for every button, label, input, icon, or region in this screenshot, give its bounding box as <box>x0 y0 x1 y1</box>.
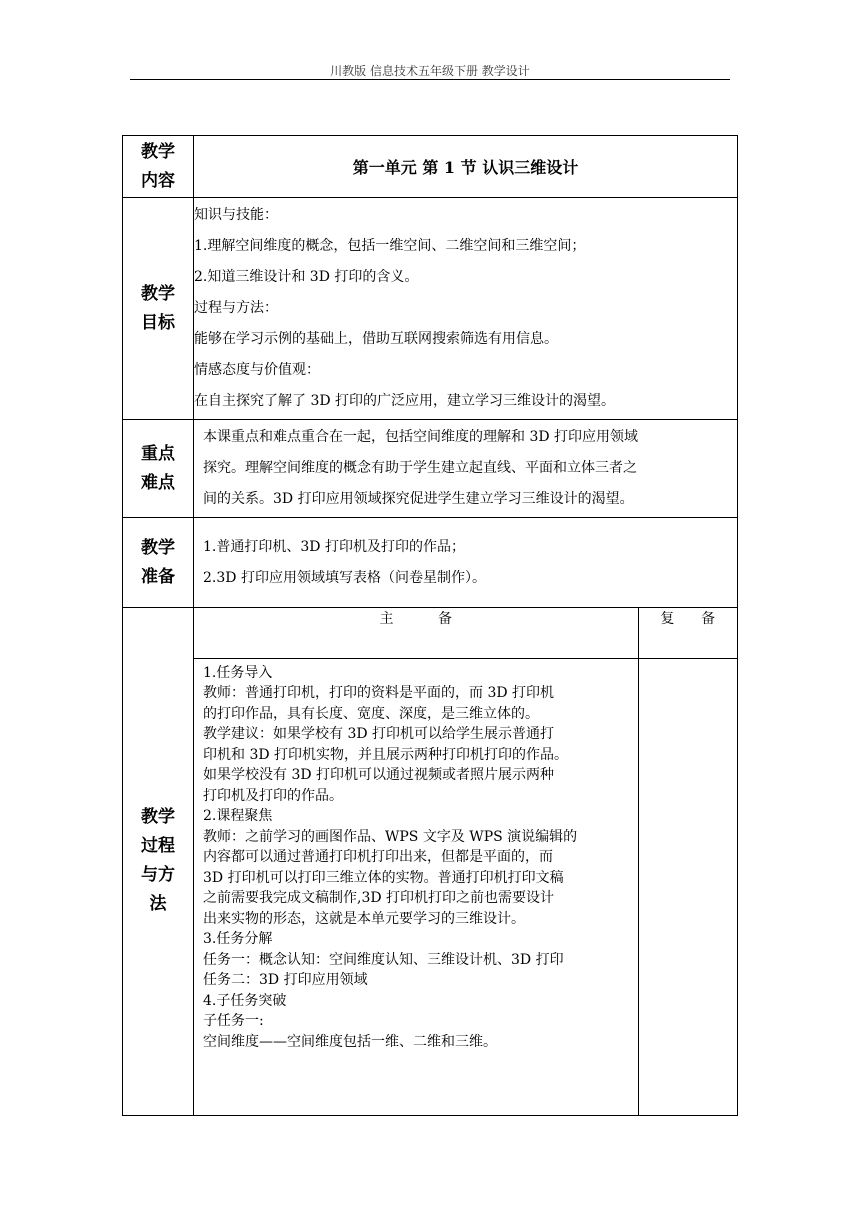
lesson-title: 第一单元 第 1 节 认识三维设计 <box>194 136 738 198</box>
process-line: 任务二：3D 打印应用领域 <box>203 972 368 988</box>
objectives-label-text: 教学 目标 <box>141 283 175 333</box>
process-line: 3.任务分解 <box>203 931 273 947</box>
key-points-label <box>123 420 194 518</box>
process-line: 教师：之前学习的画图作品、WPS 文字及 WPS 演说编辑的 <box>203 828 578 845</box>
process-line: 教师：普通打印机，打印的资料是平面的，而 3D 打印机 <box>203 685 555 701</box>
objective-line: 能够在学习示例的基础上，借助互联网搜索筛选有用信息。 <box>194 331 558 347</box>
preparation-line: 1.普通打印机、3D 打印机及打印的作品； <box>203 538 465 555</box>
process-line: 教学建议：如果学校有 3D 打印机可以给学生展示普通打 <box>203 726 555 742</box>
preparation-line: 2.3D 打印应用领域填写表格（问卷星制作）。 <box>203 569 486 586</box>
process-cell <box>194 608 738 1116</box>
process-line: 空间维度——空间维度包括一维、二维和三维。 <box>203 1033 497 1050</box>
process-line: 印机和 3D 打印机实物，并且展示两种打印机打印的作品。 <box>203 746 569 763</box>
objective-line: 1.理解空间维度的概念，包括一维空间、二维空间和三维空间； <box>194 238 586 254</box>
main-prep-content <box>194 658 638 1115</box>
review-prep-content <box>638 658 737 1115</box>
page-header: 川教版 信息技术五年级下册 教学设计 <box>330 64 530 78</box>
process-line: 1.任务导入 <box>203 664 273 681</box>
review-prep-header: 复 备 <box>638 608 737 658</box>
process-line: 4.子任务突破 <box>203 992 287 1009</box>
objectives-label <box>123 198 194 420</box>
process-line: 打印机及打印的作品。 <box>203 787 343 804</box>
content-label-text: 教学 内容 <box>141 141 175 191</box>
preparation-label-text: 教学 准备 <box>141 537 175 587</box>
key-points-content <box>194 420 738 518</box>
process-line: 如果学校没有 3D 打印机可以通过视频或者照片展示两种 <box>203 767 555 783</box>
objectives-content <box>194 198 738 420</box>
process-label <box>123 608 194 1116</box>
process-line: 任务一：概念认知：空间维度认知、三维设计机、3D 打印 <box>203 951 564 968</box>
objective-line: 知识与技能： <box>194 207 278 223</box>
process-line: 子任务一: <box>203 1013 264 1029</box>
objective-line: 情感态度与价值观： <box>194 362 320 378</box>
lesson-plan-table <box>122 135 738 1116</box>
key-point-line: 探究。理解空间维度的概念有助于学生建立起直线、平面和立体三者之 <box>203 460 637 476</box>
key-points-label-text: 重点 难点 <box>141 443 175 493</box>
preparation-content <box>194 518 738 608</box>
process-label-text: 教学 过程 与方 法 <box>141 807 175 915</box>
preparation-label <box>123 518 194 608</box>
content-label <box>123 136 194 198</box>
key-point-line: 间的关系。3D 打印应用领域探究促进学生建立学习三维设计的渴望。 <box>203 491 634 507</box>
header-divider <box>130 79 730 80</box>
main-prep-header: 主 备 <box>194 608 638 658</box>
objective-line: 在自主探究了解了 3D 打印的广泛应用，建立学习三维设计的渴望。 <box>194 393 616 409</box>
process-inner-table <box>194 608 737 1115</box>
key-point-line: 本课重点和难点重合在一起，包括空间维度的理解和 3D 打印应用领域 <box>203 429 639 445</box>
objective-line: 过程与方法： <box>194 300 278 316</box>
process-line: 之前需要我完成文稿制作,3D 打印机打印之前也需要设计 <box>203 890 555 906</box>
process-line: 出来实物的形态，这就是本单元要学习的三维设计。 <box>203 910 525 927</box>
objective-line: 2.知道三维设计和 3D 打印的含义。 <box>194 269 419 285</box>
process-line: 的打印作品，具有长度、宽度、深度，是三维立体的。 <box>203 705 539 722</box>
process-line: 2.课程聚焦 <box>203 808 273 824</box>
process-line: 内容都可以通过普通打印机打印出来，但都是平面的，而 <box>203 849 553 865</box>
process-line: 3D 打印机可以打印三维立体的实物。普通打印机打印文稿 <box>203 869 564 886</box>
